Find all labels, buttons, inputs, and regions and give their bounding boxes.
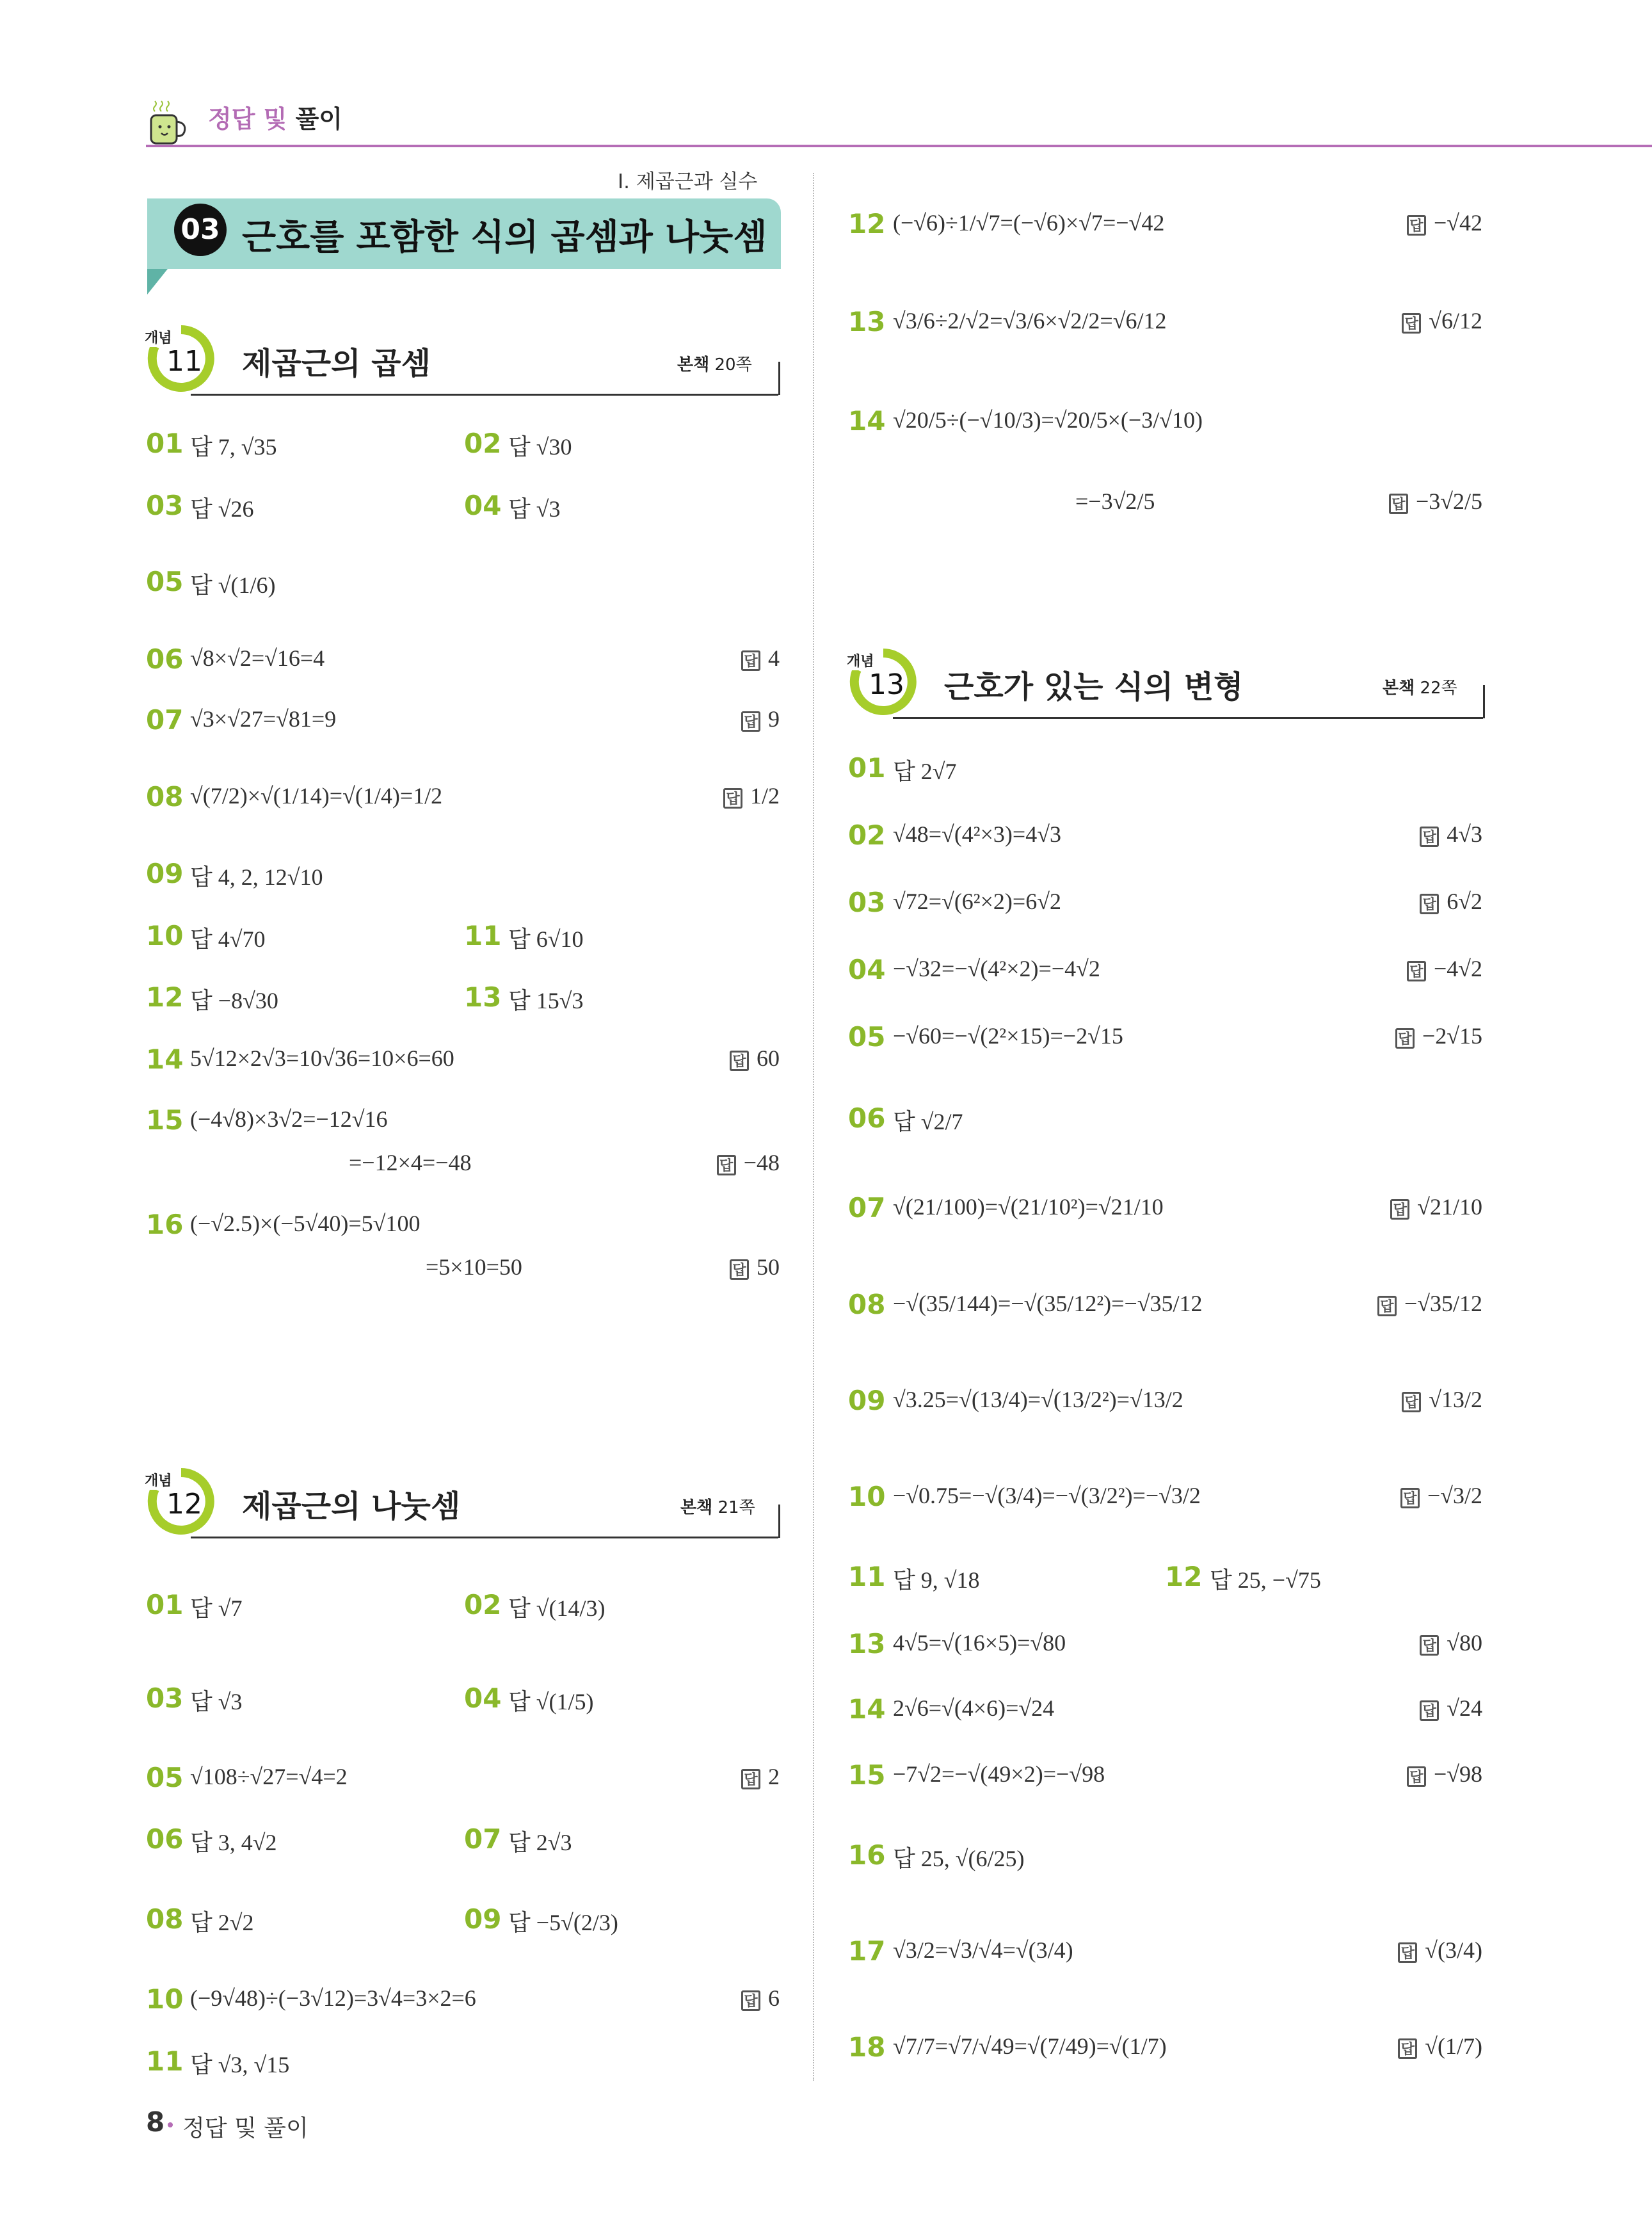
problem-number: 02 <box>464 1589 502 1620</box>
answer-value: −√42 <box>1433 210 1482 236</box>
answer-value: 6√2 <box>1447 889 1482 914</box>
answer <box>1398 1937 1482 1964</box>
problem-number: 04 <box>848 954 886 985</box>
answer-value: 6 <box>768 1985 780 2011</box>
problem-expression: 답 √30 <box>508 434 572 460</box>
problem-expression: 답 √3 <box>190 1689 243 1715</box>
answer-value: −√35/12 <box>1404 1291 1482 1316</box>
answer-mark-icon: 답 <box>1407 1766 1426 1787</box>
answer <box>741 1985 780 2012</box>
problem-number: 15 <box>848 1759 886 1791</box>
problem-number: 14 <box>848 405 886 437</box>
answer <box>717 1149 780 1176</box>
answer-value: −4√2 <box>1433 956 1482 981</box>
problem-number: 06 <box>848 1102 886 1134</box>
problem-number: 12 <box>848 208 886 239</box>
answer-mark-icon: 답 <box>1420 827 1439 847</box>
problem-number: 16 <box>848 1839 886 1871</box>
answer <box>1390 1193 1482 1220</box>
section-tick <box>778 1505 780 1538</box>
problem-number: 04 <box>464 490 502 521</box>
section-page-ref <box>1383 675 1457 698</box>
problem-expression: 답 3, 4√2 <box>190 1830 277 1855</box>
problem-number: 01 <box>146 428 184 459</box>
section-title: 제곱근의 곱셈 <box>242 346 431 382</box>
section-ref-page: 21쪽 <box>718 1498 755 1517</box>
problem-number: 09 <box>146 858 184 889</box>
problem-expression: √7/7=√7/√49=√(7/49)=√(1/7) <box>893 2033 1167 2059</box>
footer-label: 정답 및 풀이 <box>182 2115 309 2142</box>
unit-title: 근호를 포함한 식의 곱셈과 나눗셈 <box>242 216 767 257</box>
answer-mark-icon: 답 <box>1407 961 1426 981</box>
answer-mark-icon: 답 <box>1420 894 1439 914</box>
problem-expression: 답 2√2 <box>190 1910 254 1935</box>
answer-mark-icon: 답 <box>741 1990 760 2011</box>
answer-mark-icon: 답 <box>1400 1488 1420 1508</box>
answer-mark-icon: 답 <box>1402 1392 1421 1412</box>
problem-expression: (−√6)÷1/√7=(−√6)×√7=−√42 <box>893 210 1165 236</box>
problem-number: 04 <box>464 1682 502 1714</box>
problem-expression: 답 √(14/3) <box>508 1595 605 1621</box>
problem-number: 05 <box>146 566 184 597</box>
problem-number: 09 <box>848 1385 886 1416</box>
answer <box>1420 888 1482 915</box>
answer <box>1395 1022 1482 1049</box>
header-title-part3: 풀이 <box>295 105 343 133</box>
problem-expression: 답 −5√(2/3) <box>508 1910 618 1935</box>
problem-expression: 답 25, √(6/25) <box>893 1846 1025 1871</box>
problem-expression: √(21/100)=√(21/10²)=√21/10 <box>893 1194 1164 1220</box>
problem-expression: √48=√(4²×3)=4√3 <box>893 821 1061 847</box>
section-12-header <box>146 1466 783 1537</box>
answer <box>1420 1629 1482 1656</box>
problem-number: 10 <box>146 920 184 951</box>
problem-number: 06 <box>146 643 184 675</box>
answer-mark-icon: 답 <box>741 711 760 732</box>
problem-expression: 답 √2/7 <box>893 1109 963 1134</box>
answer-value: 2 <box>768 1764 780 1789</box>
answer-mark-icon: 답 <box>1420 1635 1439 1656</box>
answer <box>1402 307 1482 334</box>
section-11-header <box>146 323 783 394</box>
coffee-cup-icon <box>146 96 191 147</box>
answer-value: −48 <box>743 1150 780 1175</box>
problem-number: 01 <box>848 752 886 784</box>
unit-number-badge: 03 <box>174 204 227 256</box>
answer-value: √(3/4) <box>1425 1937 1482 1963</box>
problem-expression: 답 √26 <box>190 496 254 522</box>
problem-expression: −√0.75=−√(3/4)=−√(3/2²)=−√3/2 <box>893 1483 1201 1508</box>
problem-number: 16 <box>146 1209 184 1240</box>
section-underline <box>893 717 1483 719</box>
problem-expression: 4√5=√(16×5)=√80 <box>893 1630 1066 1656</box>
answer-mark-icon: 답 <box>1407 215 1426 236</box>
problem-number: 03 <box>146 490 184 521</box>
section-13-header <box>848 647 1488 717</box>
problem-number: 06 <box>146 1823 184 1855</box>
problem-expression: (−9√48)÷(−3√12)=3√4=3×2=6 <box>190 1985 476 2011</box>
answer-mark-icon: 답 <box>1398 1942 1417 1963</box>
problem-number: 10 <box>146 1983 184 2015</box>
answer-value: 4 <box>768 645 780 671</box>
problem-expression: √8×√2=√16=4 <box>190 645 325 671</box>
problem-number: 12 <box>1165 1561 1203 1592</box>
answer-value: √6/12 <box>1429 308 1482 334</box>
header-title-part1: 정답 <box>208 105 255 133</box>
problem-expression: 답 √(1/5) <box>508 1689 594 1715</box>
answer <box>1400 1482 1482 1509</box>
section-ref-label: 본책 <box>1383 679 1415 698</box>
problem-expression: 답 9, √18 <box>893 1567 980 1593</box>
problem-number: 03 <box>848 887 886 918</box>
answer-value: −2√15 <box>1422 1023 1482 1049</box>
answer <box>730 1045 780 1072</box>
section-ref-page: 20쪽 <box>714 355 752 375</box>
section-tick <box>1483 685 1485 718</box>
section-label: 개념 <box>847 650 874 670</box>
problem-number: 07 <box>464 1823 502 1855</box>
answer-mark-icon: 답 <box>741 650 760 671</box>
problem-expression: 답 √(1/6) <box>190 572 276 598</box>
answer-mark-icon: 답 <box>1377 1296 1397 1316</box>
section-underline <box>191 1537 778 1538</box>
problem-number: 13 <box>848 1628 886 1659</box>
answer-mark-icon: 답 <box>1398 2038 1417 2059</box>
page-number: 8 <box>146 2106 165 2138</box>
answer <box>1420 1695 1482 1722</box>
problem-expression: √3/2=√3/√4=√(3/4) <box>893 1937 1073 1963</box>
problem-number: 15 <box>146 1104 184 1136</box>
section-number: 13 <box>869 668 904 701</box>
answer-value: −√98 <box>1433 1761 1482 1787</box>
section-ref-page: 22쪽 <box>1420 679 1457 698</box>
problem-expression: −7√2=−√(49×2)=−√98 <box>893 1761 1105 1787</box>
answer <box>741 706 780 732</box>
answer-value: √13/2 <box>1429 1387 1482 1412</box>
problem-number: 09 <box>464 1903 502 1935</box>
problem-expression: 답 15√3 <box>508 988 584 1013</box>
answer <box>1407 209 1482 236</box>
problem-expression: √20/5÷(−√10/3)=√20/5×(−3/√10) <box>893 407 1203 433</box>
problem-number: 12 <box>146 981 184 1013</box>
answer-mark-icon: 답 <box>730 1051 749 1071</box>
problem-expression: 답 25, −√75 <box>1210 1567 1321 1593</box>
problem-number: 03 <box>146 1682 184 1714</box>
problem-expression: −√(35/144)=−√(35/12²)=−√35/12 <box>893 1291 1203 1316</box>
problem-expression: √3.25=√(13/4)=√(13/2²)=√13/2 <box>893 1387 1183 1412</box>
problem-expression-continued: =−12×4=−48 <box>349 1150 472 1175</box>
header-title-part2: 및 <box>255 105 296 133</box>
problem-number: 08 <box>146 781 184 812</box>
section-tick <box>778 362 780 395</box>
answer-mark-icon: 답 <box>1395 1028 1415 1049</box>
answer <box>730 1254 780 1280</box>
problem-number: 08 <box>146 1903 184 1935</box>
answer-value: 1/2 <box>750 783 780 809</box>
problem-expression-continued: =5×10=50 <box>426 1254 522 1280</box>
problem-expression: 5√12×2√3=10√36=10×6=60 <box>190 1045 454 1071</box>
answer <box>1407 1761 1482 1787</box>
problem-number: 11 <box>848 1561 886 1592</box>
answer-mark-icon: 답 <box>1390 1199 1409 1220</box>
section-number: 11 <box>166 345 202 378</box>
chapter-label: Ⅰ. 제곱근과 실수 <box>618 170 758 193</box>
column-divider <box>813 173 814 2081</box>
answer-value: 60 <box>757 1045 780 1071</box>
problem-expression: −√32=−√(4²×2)=−4√2 <box>893 956 1100 981</box>
footer-dot <box>168 2122 173 2127</box>
section-number: 12 <box>166 1488 202 1521</box>
problem-number: 13 <box>848 306 886 337</box>
problem-expression: √108÷√27=√4=2 <box>190 1764 348 1789</box>
answer-mark-icon: 답 <box>723 788 742 809</box>
section-title: 근호가 있는 식의 변형 <box>944 669 1244 705</box>
answer-mark-icon: 답 <box>1420 1700 1439 1721</box>
problem-number: 05 <box>848 1021 886 1053</box>
problem-expression: 답 7, √35 <box>190 434 277 460</box>
problem-expression: 답 6√10 <box>508 926 584 952</box>
section-ref-label: 본책 <box>677 355 710 375</box>
problem-number: 07 <box>848 1192 886 1223</box>
section-page-ref <box>680 1494 755 1518</box>
problem-expression: 답 4√70 <box>190 926 266 952</box>
problem-expression: 답 √7 <box>190 1595 243 1621</box>
answer-value: √80 <box>1447 1630 1482 1656</box>
problem-number: 11 <box>146 2045 184 2077</box>
answer-value: √(1/7) <box>1425 2033 1482 2059</box>
problem-number: 13 <box>464 981 502 1013</box>
answer-value: √21/10 <box>1417 1194 1482 1220</box>
problem-expression: −√60=−√(2²×15)=−2√15 <box>893 1023 1123 1049</box>
section-ref-label: 본책 <box>680 1498 713 1517</box>
problem-number: 14 <box>848 1693 886 1725</box>
section-page-ref <box>677 351 752 375</box>
problem-number: 05 <box>146 1762 184 1793</box>
answer <box>741 645 780 672</box>
banner-fold <box>147 269 168 295</box>
problem-expression: (−4√8)×3√2=−12√16 <box>190 1106 388 1132</box>
problem-expression: 답 2√7 <box>893 759 957 784</box>
answer <box>741 1763 780 1790</box>
problem-expression: (−√2.5)×(−5√40)=5√100 <box>190 1211 421 1236</box>
header-rule <box>146 145 1652 147</box>
problem-expression: 답 4, 2, 12√10 <box>190 864 323 890</box>
answer <box>1389 488 1482 515</box>
problem-expression: 답 √3 <box>508 496 561 522</box>
problem-number: 07 <box>146 704 184 736</box>
answer-value: 50 <box>757 1254 780 1280</box>
problem-number: 02 <box>848 819 886 851</box>
problem-expression: 2√6=√(4×6)=√24 <box>893 1695 1055 1721</box>
problem-expression: √3/6÷2/√2=√3/6×√2/2=√6/12 <box>893 308 1167 334</box>
problem-number: 17 <box>848 1935 886 1967</box>
problem-expression: 답 −8√30 <box>190 988 278 1013</box>
problem-number: 10 <box>848 1481 886 1512</box>
answer <box>1420 821 1482 848</box>
problem-expression: 답 √3, √15 <box>190 2052 290 2078</box>
section-underline <box>191 394 778 396</box>
answer-value: 9 <box>768 706 780 732</box>
answer-value: −√3/2 <box>1427 1483 1482 1508</box>
section-label: 개념 <box>145 1470 172 1490</box>
problem-number: 01 <box>146 1589 184 1620</box>
answer <box>723 782 780 809</box>
problem-number: 02 <box>464 428 502 459</box>
problem-number: 18 <box>848 2031 886 2063</box>
problem-expression: √3×√27=√81=9 <box>190 706 337 732</box>
answer-mark-icon: 답 <box>1389 494 1408 514</box>
header-title <box>208 99 342 134</box>
answer <box>1407 955 1482 982</box>
problem-expression: 답 2√3 <box>508 1830 572 1855</box>
answer-value: −3√2/5 <box>1415 488 1482 514</box>
section-label: 개념 <box>145 327 172 347</box>
answer <box>1398 2033 1482 2060</box>
answer-mark-icon: 답 <box>717 1155 736 1175</box>
problem-number: 08 <box>848 1289 886 1320</box>
problem-expression: √(7/2)×√(1/14)=√(1/4)=1/2 <box>190 783 443 809</box>
problem-expression-continued: =−3√2/5 <box>1075 488 1155 514</box>
problem-number: 11 <box>464 920 502 951</box>
problem-number: 14 <box>146 1044 184 1075</box>
answer-mark-icon: 답 <box>741 1769 760 1789</box>
answer-value: √24 <box>1447 1695 1482 1721</box>
answer <box>1377 1290 1482 1317</box>
answer-value: 4√3 <box>1447 821 1482 847</box>
answer <box>1402 1386 1482 1413</box>
answer-mark-icon: 답 <box>1402 313 1421 334</box>
problem-expression: √72=√(6²×2)=6√2 <box>893 889 1061 914</box>
section-title: 제곱근의 나눗셈 <box>242 1489 461 1524</box>
answer-mark-icon: 답 <box>730 1259 749 1280</box>
